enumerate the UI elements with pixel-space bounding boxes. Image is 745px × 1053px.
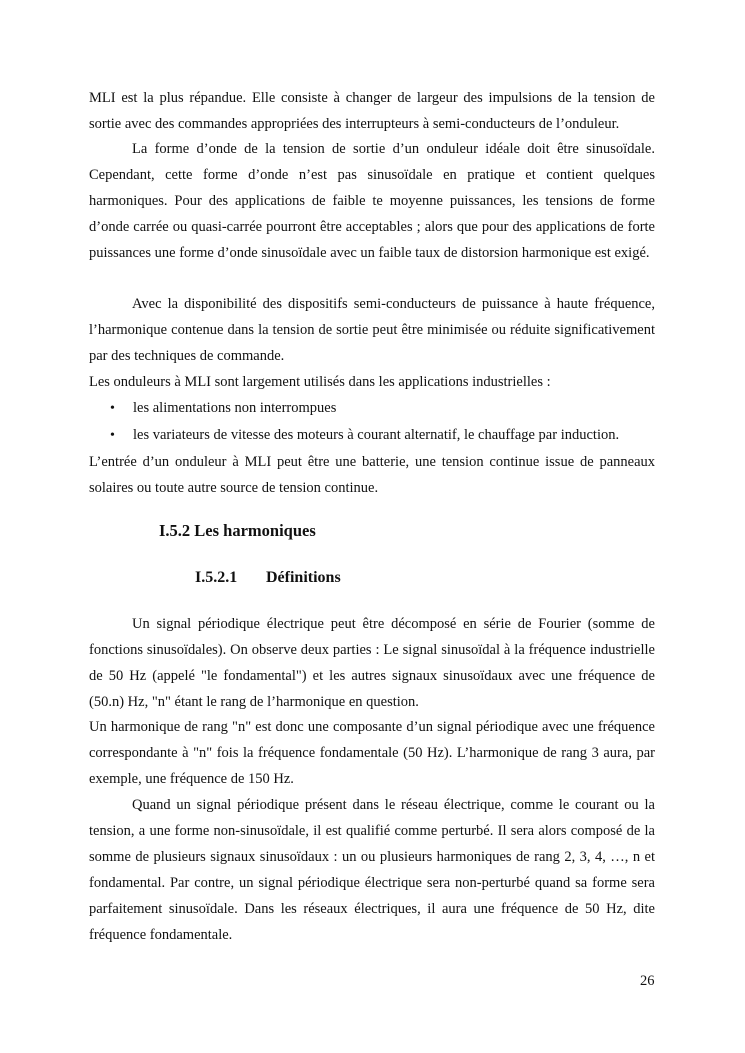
paragraph-semiconductors: Avec la disponibilité des dispositifs semi-conducteurs de puissance à haute fréquence, l’harmonique contenue dans la tension de sortie peut être minimisée ou réduite significativement par des techniques de commande. xyxy=(89,296,655,364)
section-heading: I.5.2 Les harmoniques xyxy=(159,521,316,540)
paragraph-waveform: La forme d’onde de la tension de sortie d’un onduleur idéale doit être sinusoïdale. Cependant, cette forme d’onde n’est pas sinusoïdale en pratique et contient quelques harmoniques. Pour des applications de faible te moyenne puissances, les tensions de forme d’onde carrée ou quasi-carrée pourront être acceptables ; alors que pour des applications de forte puissances une forme d’onde sinusoïdale avec un faible taux de distorsion harmonique est exigé. xyxy=(89,141,655,261)
paragraph-harmonic-rank: Un harmonique de rang "n" est donc une composante d’un signal périodique avec une fréquence correspondante à "n" fois la fréquence fondamentale (50 Hz). L’harmonique de rang 3 aura, par exemple, une fréquence de 150 Hz. xyxy=(89,719,655,787)
applications-list xyxy=(89,395,655,449)
paragraph-mli-intro: MLI est la plus répandue. Elle consiste à changer de largeur des impulsions de la tension de sortie avec des commandes appropriées des interrupteurs à semi-conducteurs de l’onduleur. xyxy=(89,90,655,132)
paragraph-fourier: Un signal périodique électrique peut être décomposé en série de Fourier (somme de fonctions sinusoïdales). On observe deux parties : Le signal sinusoïdal à la fréquence industrielle de 50 Hz (appelé "le fondamental") et les autres signaux sinusoïdaux avec une fréquence de (50.n) Hz, "n" étant le rang de l’harmonique en question. xyxy=(89,616,655,710)
paragraph-industrial-uses: Les onduleurs à MLI sont largement utilisés dans les applications industrielles : xyxy=(89,374,551,390)
paragraph-mli-input: L’entrée d’un onduleur à MLI peut être une batterie, une tension continue issue de panneaux solaires ou toute autre source de tension continue. xyxy=(89,454,655,496)
subsection-number: I.5.2.1 xyxy=(195,569,238,586)
list-item: • les alimentations non interrompues xyxy=(89,395,655,422)
paragraph-perturbed-signal: Quand un signal périodique présent dans le réseau électrique, comme le courant ou la tension, a une forme non-sinusoïdale, il est qualifié comme perturbé. Il sera alors composé de la somme de plusieurs signaux sinusoïdaux : un ou plusieurs harmoniques de rang 2, 3, 4, …, n et fondamental. Par contre, un signal périodique électrique sera non-perturbé quand sa forme sera parfaitement sinusoïdale. Dans les réseaux électriques, il aura une fréquence de 50 Hz, dite fréquence fondamentale. xyxy=(89,797,655,943)
list-item: • les variateurs de vitesse des moteurs à courant alternatif, le chauffage par induction. xyxy=(89,422,655,449)
subsection-title: Définitions xyxy=(266,569,341,586)
page-number: 26 xyxy=(640,973,655,989)
subsection-heading xyxy=(195,569,341,587)
